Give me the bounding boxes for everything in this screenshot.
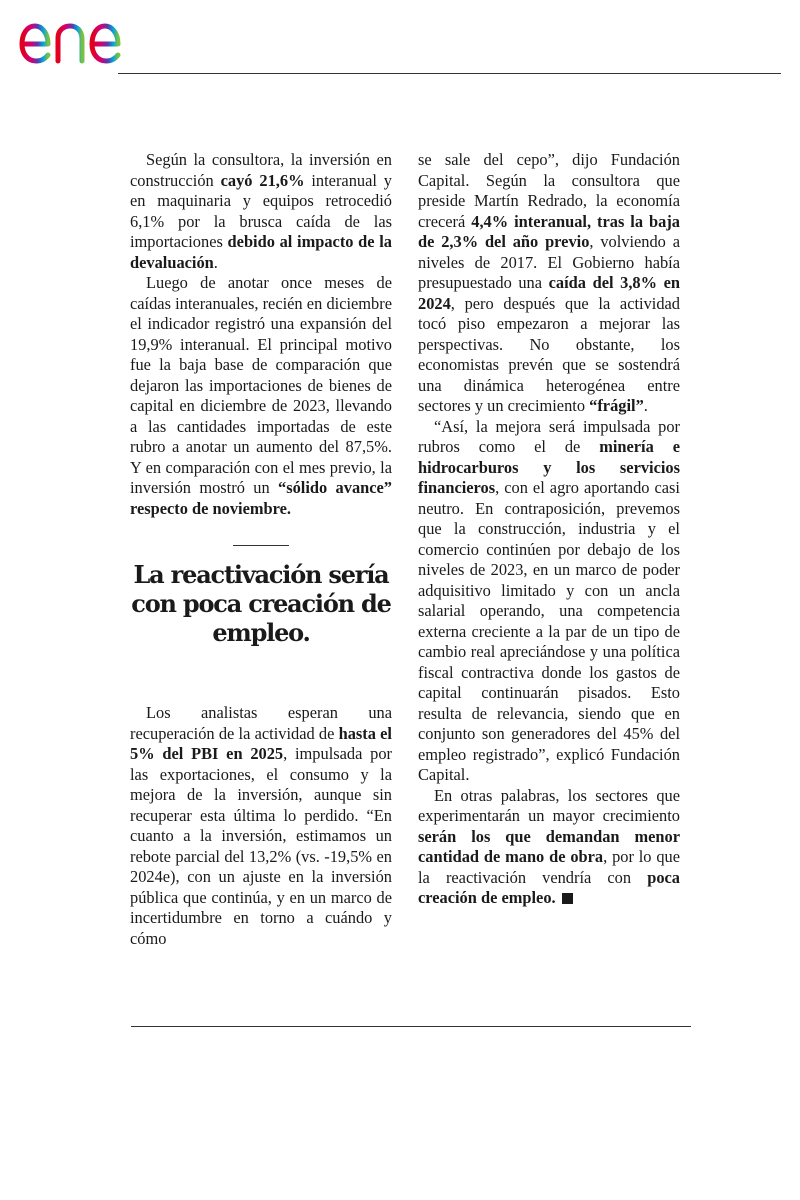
paragraph-investment: Según la consultora, la inversión en construcción cayó 21,6% interanual y en maquinaria y equipos retrocedió 6,1% por la brusca caída de las importaciones debido al impacto de la devaluación. [130, 150, 392, 272]
paragraph-sectors: “Así, la mejora será impulsada por rubros como el de minería e hidrocarburos y los servicios financieros, con el agro aportando casi neutro. En contraposición, prevemos que la construcción, industria y el comercio continúen por debajo de los niveles de 2023, en un marco de poder adquisitivo limitado y con un ancla salarial operando, una competencia externa creciente a la par de un tipo de cambio real apreciándose y una política fiscal contractiva donde los gastos de capital continuarán pisados. Esto resulta de relevancia, siendo que en conjunto son generadores del 45% del empleo registrado”, explicó Fundación Capital. [418, 416, 680, 784]
right-column [418, 150, 680, 909]
left-column [130, 150, 392, 949]
paragraph-growth: se sale del cepo”, dijo Fundación Capital. Según la consultora que preside Martín Redrado, la economía crecerá 4,4% interanual, tras la baja de 2,3% del año previo, volviendo a niveles de 2017. El Gobierno había presupuestado una caída del 3,8% en 2024, pero después que la actividad tocó piso empezaron a mejorar las perspectivas. No obstante, los economistas prevén que se sostendrá una dinámica heterogénea entre sectores y un crecimiento “frágil”. [418, 150, 680, 415]
page-header [0, 0, 800, 80]
subhead-divider [233, 545, 289, 546]
paragraph-conclusion: En otras palabras, los sectores que experimentarán un mayor crecimiento serán los que demandan menor cantidad de mano de obra, por lo que la reactivación vendría con poca creación de empleo. [418, 785, 681, 907]
paragraph-analysts: Los analistas esperan una recuperación de la actividad de hasta el 5% del PBI en 2025, impulsada por las exportaciones, el consumo y la mejora de la inversión, aunque sin recuperar esta última lo perdido. “En cuanto a la inversión, estimamos un rebote parcial del 13,2% (vs. -19,5% en 2024e), con un ajuste en la inversión pública que continúa, y en un marco de incertidumbre en torno a cuándo y cómo [130, 703, 392, 948]
footer-rule [131, 1026, 691, 1027]
end-of-article-mark [562, 893, 573, 904]
subheading: La reactivación sería con poca creación de empleo. [131, 560, 391, 647]
header-rule [118, 73, 781, 74]
paragraph-imports: Luego de anotar once meses de caídas interanuales, recién en diciembre el indicador registró una expansión del 19,9% interanual. El principal motivo fue la baja base de comparación que dejaron las importaciones de bienes de capital en diciembre de 2023, llevando a las cantidades importadas de este rubro a anotar un aumento del 87,5%. Y en comparación con el mes previo, la inversión mostró un “sólido avance” respecto de noviembre. [130, 273, 392, 518]
enel-logo [18, 8, 178, 72]
